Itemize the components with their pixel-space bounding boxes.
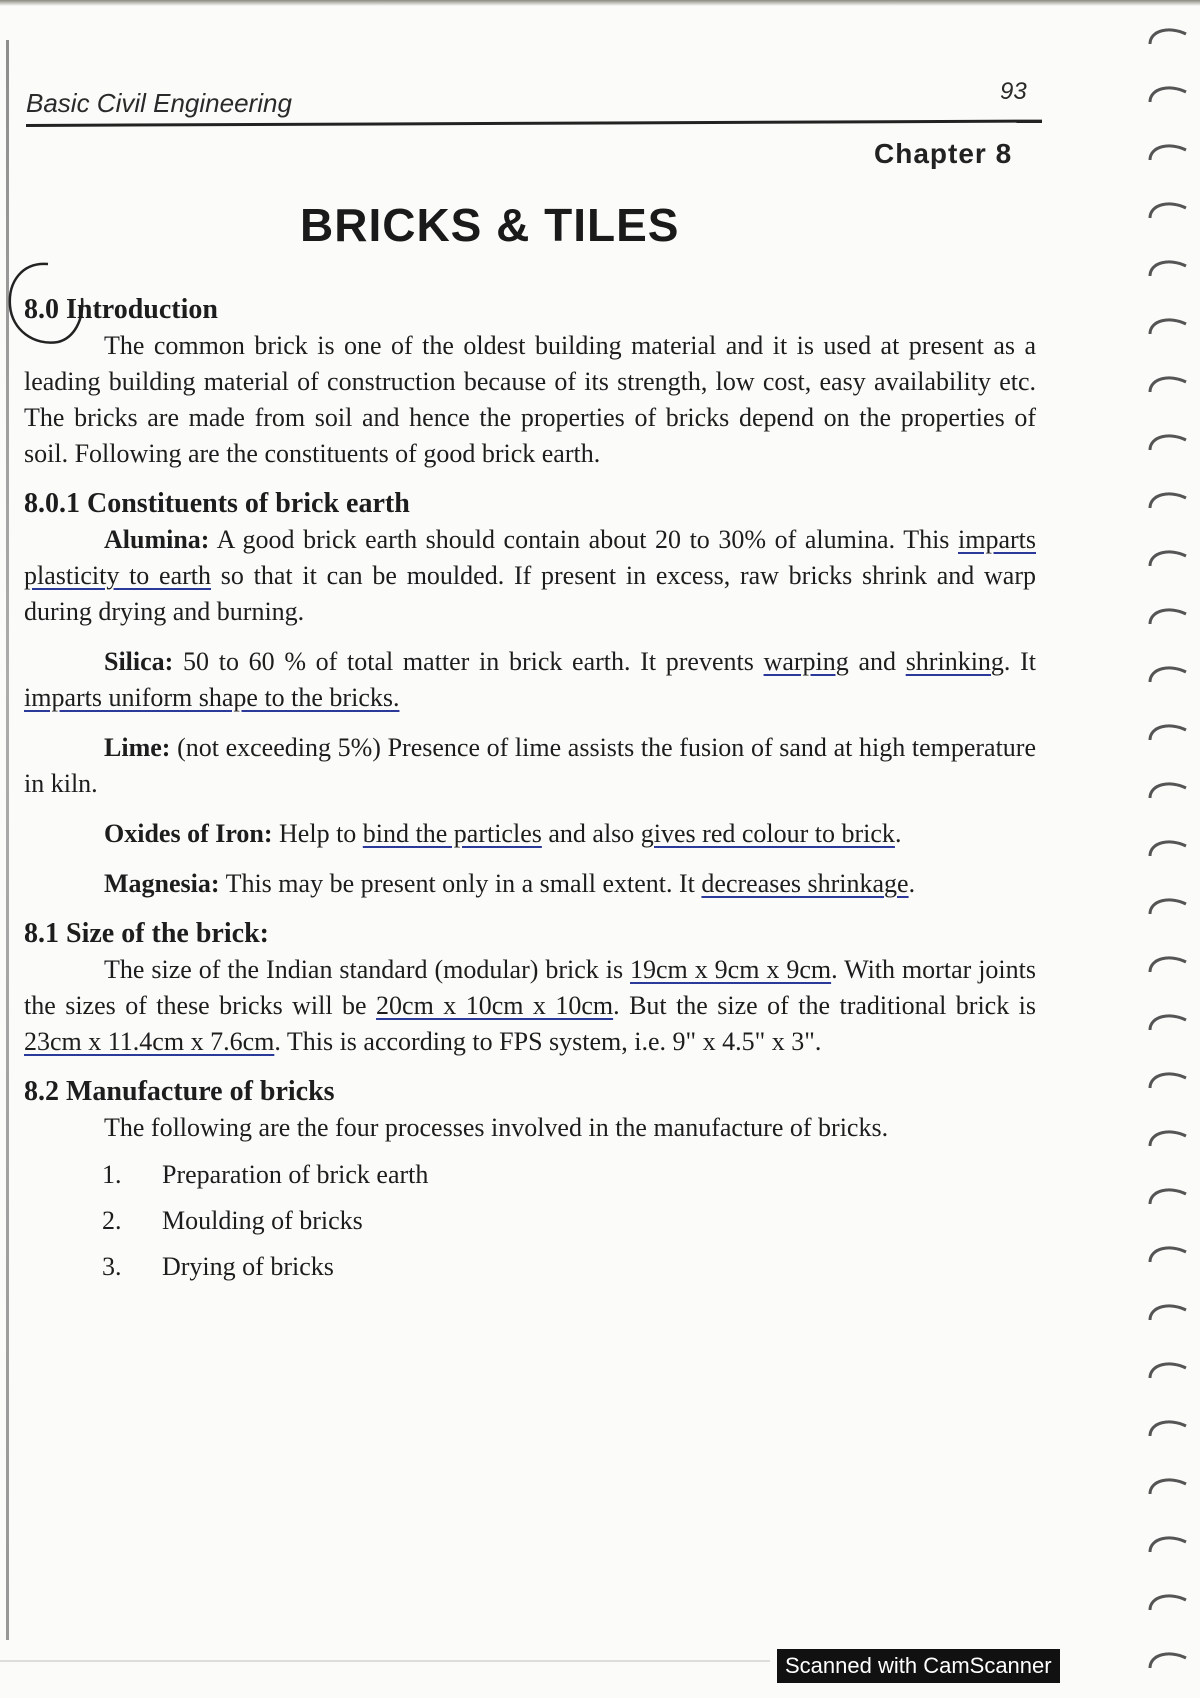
spiral-coil — [1150, 320, 1186, 334]
spiral-coil — [1150, 900, 1186, 914]
intro-text: The common brick is one of the oldest building material and it is used at present as a leading building material of construction because of its strength, low cost, easy availability etc. The bricks are made from soil and hence the properties of bricks depend on the properties of soil. Following are the constituents of good brick earth. — [24, 331, 1036, 468]
section-heading-intro: 8.0 Introduction — [24, 294, 218, 325]
section-heading-constituents: 8.0.1 Constituents of brick earth — [24, 488, 410, 519]
magnesia-text: This may be present only in a small extent. It — [219, 869, 702, 898]
spiral-coil — [1150, 1074, 1186, 1088]
list-item — [24, 1198, 1036, 1244]
spiral-coil — [1150, 668, 1186, 682]
silica-term: Silica: — [104, 647, 174, 676]
spiral-binding — [1130, 0, 1200, 1698]
manufacture-text: The following are the four processes involved in the manufacture of bricks. — [104, 1113, 889, 1142]
bottom-rule — [0, 1660, 770, 1662]
size-text-2: . With mortar joints the sizes of these bricks will be — [24, 955, 1036, 1020]
spiral-coil — [1150, 262, 1186, 276]
list-item-label: Preparation of brick earth — [162, 1160, 429, 1189]
silica-text-2: and — [848, 647, 906, 676]
silica-underlined-1: warping — [763, 647, 849, 676]
spiral-coil — [1150, 1248, 1186, 1262]
silica-underlined-3: imparts uniform shape to the bricks. — [24, 683, 400, 712]
size-text-1: The size of the Indian standard (modular) brick is — [104, 955, 631, 984]
manufacture-process-list — [24, 1152, 1036, 1290]
size-text-3: . But the size of the traditional brick is — [613, 991, 1036, 1020]
spiral-coil — [1150, 1596, 1186, 1610]
silica-text: 50 to 60 % of total matter in brick earth. It prevents — [173, 647, 764, 676]
camscanner-watermark: Scanned with CamScanner — [777, 1649, 1060, 1683]
spiral-coil — [1150, 1538, 1186, 1552]
alumina-underlined: imparts plasticity to earth — [24, 525, 1036, 590]
iron-oxide-text: Help to — [272, 819, 363, 848]
alumina-text-2: so that it can be moulded. If present in excess, raw bricks shrink and warp during drying and burning. — [24, 561, 1036, 626]
list-item — [24, 1152, 1036, 1198]
spiral-coil — [1150, 146, 1186, 160]
silica-paragraph — [24, 644, 1036, 716]
iron-oxide-text-3: . — [894, 819, 902, 848]
spiral-coil — [1150, 1016, 1186, 1030]
size-text-4: . This is according to FPS system, i.e. 9" x 4.5" x 3". — [274, 1027, 822, 1056]
section-heading-size: 8.1 Size of the brick: — [24, 918, 269, 949]
magnesia-paragraph — [24, 866, 1036, 902]
iron-oxide-underlined-2: gives red colour to brick — [640, 819, 895, 848]
spiral-coil — [1150, 610, 1186, 624]
spiral-coil — [1150, 1480, 1186, 1494]
lime-text: (not exceeding 5%) Presence of lime assists the fusion of sand at high temperature in kiln. — [24, 733, 1036, 798]
page-top-shadow — [0, 0, 1200, 6]
spiral-coil — [1150, 784, 1186, 798]
spiral-coil — [1150, 1132, 1186, 1146]
spiral-coil — [1150, 204, 1186, 218]
silica-underlined-2: shrinking — [905, 647, 1004, 676]
alumina-text: A good brick earth should contain about 20 to 30% of alumina. This — [209, 525, 958, 554]
chapter-title: BRICKS & TILES — [300, 199, 680, 251]
size-underlined-3: 23cm x 11.4cm x 7.6cm — [24, 1027, 275, 1056]
manufacture-paragraph — [24, 1110, 1036, 1146]
spiral-coil — [1150, 1422, 1186, 1436]
iron-oxide-text-2: and also — [541, 819, 641, 848]
intro-paragraph — [24, 328, 1036, 472]
spiral-coil — [1150, 1364, 1186, 1378]
magnesia-underlined: decreases shrinkage — [701, 869, 909, 898]
running-header-title: Basic Civil Engineering — [26, 88, 292, 118]
lime-term: Lime: — [104, 733, 171, 762]
magnesia-text-2: . — [908, 869, 916, 898]
section-heading-manufacture: 8.2 Manufacture of bricks — [24, 1076, 335, 1107]
page-number: 93 — [1000, 78, 1027, 105]
page-body — [24, 292, 1036, 1290]
spiral-coil — [1150, 726, 1186, 740]
list-item-number: 2. — [102, 1206, 122, 1235]
size-underlined-2: 20cm x 10cm x 10cm — [376, 991, 614, 1020]
iron-oxide-underlined-1: bind the particles — [362, 819, 542, 848]
spiral-coil — [1150, 1654, 1186, 1668]
spiral-coil — [1150, 88, 1186, 102]
list-item — [24, 1244, 1036, 1290]
spiral-coil — [1150, 378, 1186, 392]
iron-oxide-term: Oxides of Iron: — [104, 819, 273, 848]
silica-text-3: . It — [1003, 647, 1036, 676]
header-rule — [26, 120, 1042, 127]
list-item-label: Moulding of bricks — [162, 1206, 363, 1235]
list-item-number: 1. — [102, 1160, 122, 1189]
iron-oxide-paragraph — [24, 816, 1036, 852]
spiral-coil — [1150, 30, 1186, 44]
list-item-number: 3. — [102, 1252, 122, 1281]
size-paragraph — [24, 952, 1036, 1060]
spiral-coil — [1150, 958, 1186, 972]
magnesia-term: Magnesia: — [104, 869, 220, 898]
spiral-coil — [1150, 552, 1186, 566]
chapter-label: Chapter 8 — [874, 138, 1013, 169]
list-item-label: Drying of bricks — [162, 1252, 334, 1281]
spiral-coil — [1150, 1190, 1186, 1204]
size-underlined-1: 19cm x 9cm x 9cm — [630, 955, 832, 984]
spiral-coil — [1150, 842, 1186, 856]
alumina-paragraph — [24, 522, 1036, 630]
lime-paragraph — [24, 730, 1036, 802]
spiral-coil — [1150, 1306, 1186, 1320]
spiral-coil — [1150, 494, 1186, 508]
spiral-coil — [1150, 436, 1186, 450]
alumina-term: Alumina: — [104, 525, 210, 554]
